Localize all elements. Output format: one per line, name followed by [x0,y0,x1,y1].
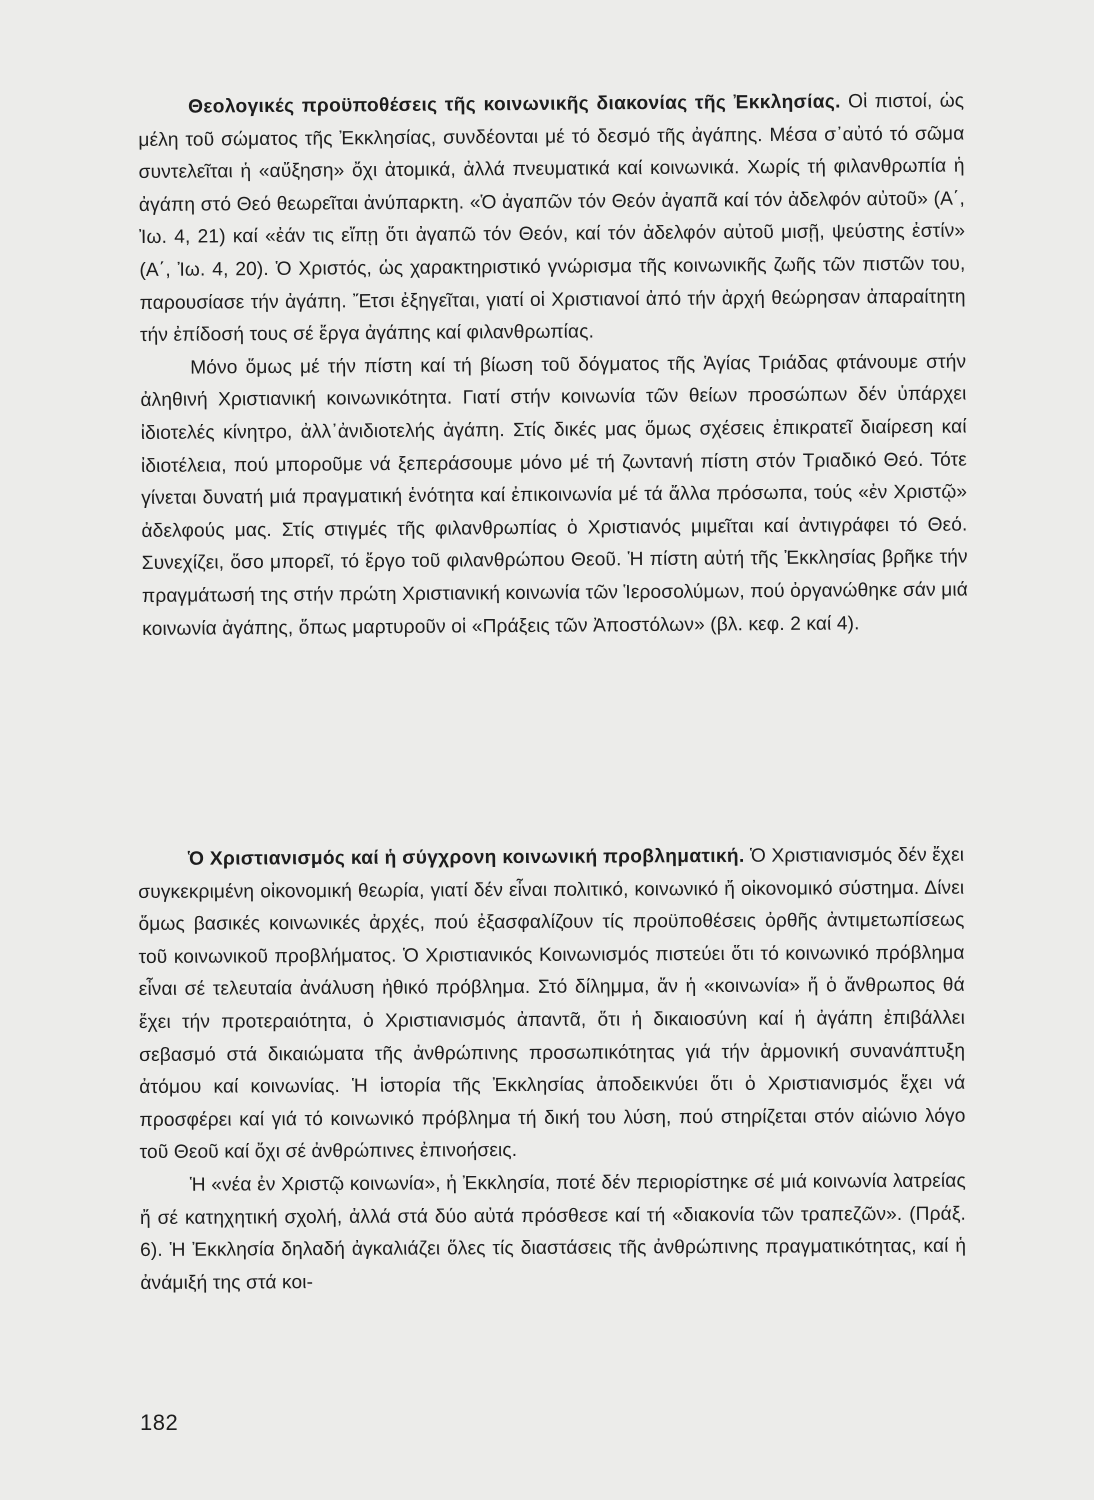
section-heading: Θεολογικές προϋποθέσεις τῆς κοινωνικῆς διακονίας τῆς Ἐκκλησίας. [188,91,841,118]
paragraph [138,840,966,1170]
paragraph: Ἡ «νέα ἐν Χριστῷ κοινωνία», ἡ Ἐκκλησία, ποτέ δέν περιορίστηκε σέ μιά κοινωνία λατρείας ἤ σέ κατηχητική σχολή, ἀλλά στά δύο αὐτά πρόσθεσε καί τή «διακονία τῶν τραπεζῶν». (Πράξ. 6). Ἡ Ἐκκλησία δηλαδή ἀγκαλιάζει ὅλες τίς διαστάσεις τῆς ἀνθρώπινης πραγματικότητας, καί ἡ ἀνάμιξή της στά κοι- [139,1170,967,1294]
section-christianity-social-problems [138,840,966,1301]
paragraph-text: Οἱ πιστοί, ὡς μέλη τοῦ σώματος τῆς Ἐκκλησίας, συνδέονται μέ τό δεσμό τῆς ἀγάπης. Μέσα σ᾿αὐτό τό σῶμα συντελεῖται ἡ «αὔξηση» ὄχι ἀτομικά, ἀλλά πνευματικά καί κοινωνικά. Χωρίς τή φιλανθρωπία ἡ ἀγάπη στό Θεό θεωρεῖται ἀνύπαρκτη. «Ὁ ἀγαπῶν τόν Θεόν ἀγαπᾶ καί τόν ἀδελφόν αὐτοῦ» (Α΄, Ἰω. 4, 21) καί «ἐάν τις εἴπῃ ὅτι ἀγαπῶ τόν Θεόν, καί τόν ἀδελφόν αὐτοῦ μισῇ, ψεύστης ἐστίν» (Α΄, Ἰω. 4, 20). Ὁ Χριστός, ὡς χαρακτηριστικό γνώρισμα τῆς κοινωνικῆς ζωῆς τῶν πιστῶν του, παρουσίασε τήν ἀγάπη. Ἔτσι ἐξηγεῖται, γιατί οἱ Χριστιανοί ἀπό τήν ἀρχή θεώρησαν ἀπαραίτητη τήν ἐπίδοσή τους σέ ἔργα ἀγάπης καί φιλανθρωπίας. [138,90,966,347]
section-theological-presuppositions [138,86,968,647]
paragraph [138,86,966,353]
page-number: 182 [140,1410,179,1435]
section-heading: Ὁ Χριστιανισμός καί ἡ σύγχρονη κοινωνική προβληματική. [188,845,745,870]
paragraph-text: Ὁ Χριστιανισμός δέν ἔχει συγκεκριμένη οἰκονομική θεωρία, γιατί δέν εἶναι πολιτικό, κοινωνικό ἤ οἰκονομικό σύστημα. Δίνει ὅμως βασικές κοινωνικές ἀρχές, πού ἐξασφαλίζουν τίς προϋποθέσεις ὀρθῆς ἀντιμετωπίσεως τοῦ κοινωνικοῦ προβλήματος. Ὁ Χριστιανικός Κοινωνισμός πιστεύει ὅτι τό κοινωνικό πρόβλημα εἶναι σέ τελευταία ἀνάλυση ἠθικό πρόβλημα. Στό δίλημμα, ἄν ἡ «κοινωνία» ἤ ὁ ἄνθρωπος θά ἔχει τήν προτεραιότητα, ὁ Χριστιανισμός ἀπαντᾶ, ὅτι ἡ δικαιοσύνη καί ἡ ἀγάπη ἐπιβάλλει σεβασμό στά δικαιώματα τῆς ἀνθρώπινης προσωπικότητας γιά τήν ἁρμονική συνανάπτυξη ἀτόμου καί κοινωνίας. Ἡ ἱστορία τῆς Ἐκκλησίας ἀποδεικνύει ὅτι ὁ Χριστιανισμός ἔχει νά προσφέρει καί γιά τό κοινωνικό πρόβλημα τή δική του λύση, πού στηρίζεται στόν αἰώνιο λόγο τοῦ Θεοῦ καί ὄχι σέ ἀνθρώπινες ἐπινοήσεις. [138,844,966,1164]
paragraph: Μόνο ὅμως μέ τήν πίστη καί τή βίωση τοῦ δόγματος τῆς Ἁγίας Τριάδας φτάνουμε στήν ἀληθινή Χριστιανική κοινωνικότητα. Γιατί στήν κοινωνία τῶν θείων προσώπων δέν ὑπάρχει ἰδιοτελές κίνητρο, ἀλλ᾿ἀνιδιοτελής ἀγάπη. Στίς δικές μας ὅμως σχέσεις ἐπικρατεῖ διαίρεση καί ἰδιοτέλεια, πού μποροῦμε νά ξεπεράσουμε μόνο μέ τή ζωντανή πίστη στόν Τριαδικό Θεό. Τότε γίνεται δυνατή μιά πραγματική ἑνότητα καί ἐπικοινωνία μέ τά ἄλλα πρόσωπα, τούς «ἐν Χριστῷ» ἀδελφούς μας. Στίς στιγμές τῆς φιλανθρωπίας ὁ Χριστιανός μιμεῖται καί ἀντιγράφει τό Θεό. Συνεχίζει, ὅσο μπορεῖ, τό ἔργο τοῦ φιλανθρώπου Θεοῦ. Ἡ πίστη αὐτή τῆς Ἐκκλησίας βρῆκε τήν πραγμάτωσή της στήν πρώτη Χριστιανική κοινωνία τῶν Ἱεροσολύμων, πού ὀργανώθηκε σάν μιά κοινωνία ἀγάπης, ὅπως μαρτυροῦν οἱ «Πράξεις τῶν Ἀποστόλων» (βλ. κεφ. 2 καί 4). [140,351,969,640]
